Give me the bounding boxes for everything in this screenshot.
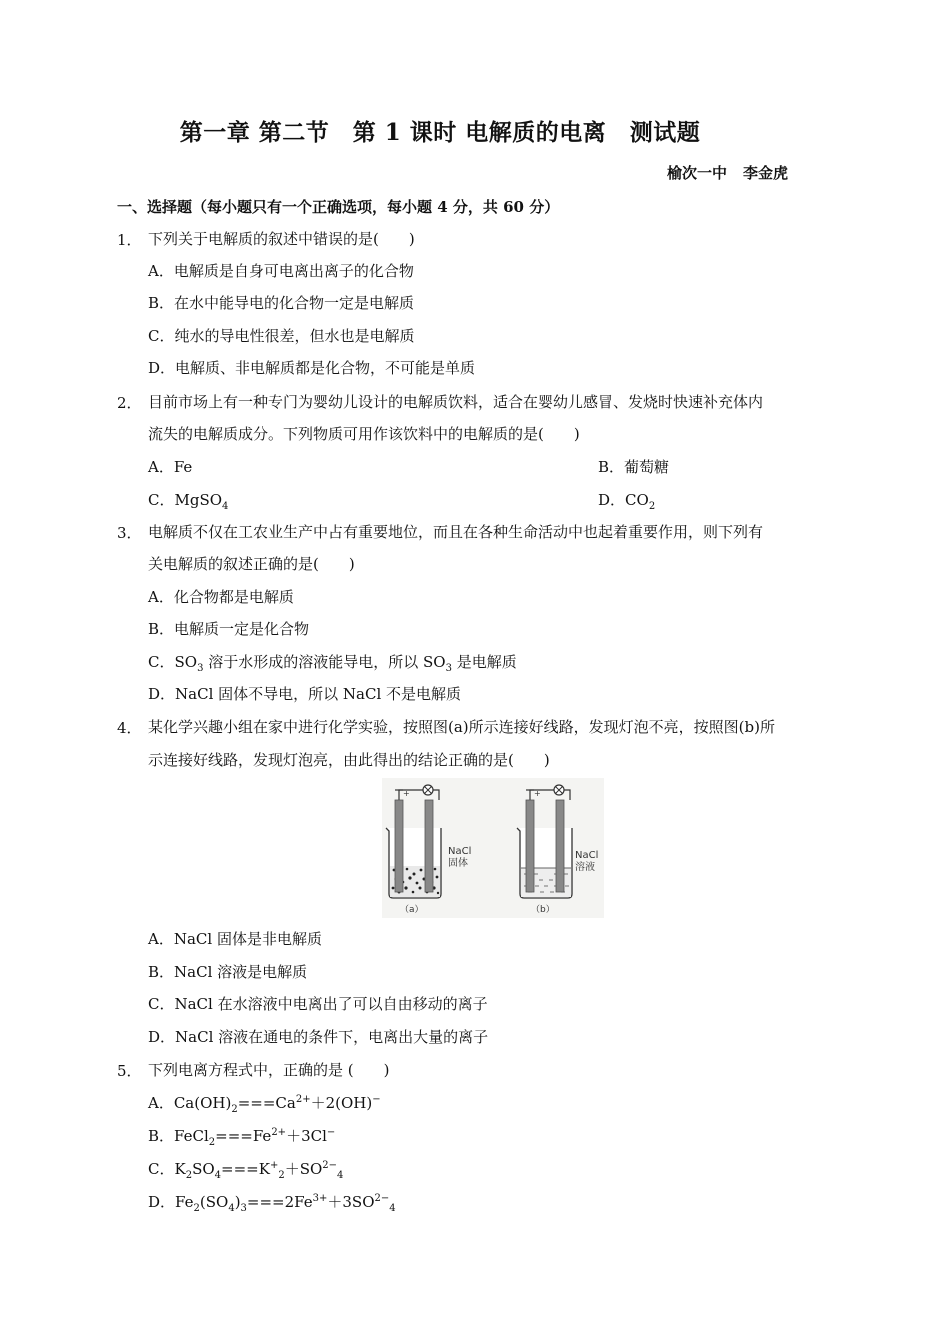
question-number: 4．	[117, 719, 142, 737]
apparatus-b	[517, 785, 598, 915]
question-stem: 下列电离方程式中，正确的是 ( )	[148, 1061, 390, 1079]
question-number: 1．	[117, 231, 142, 249]
option-b: B．NaCl 溶液是电解质	[148, 963, 308, 981]
page-title: 第一章 第二节 第 1 课时 电解质的电离 测试题	[179, 119, 701, 146]
option-a: A．Fe	[148, 458, 193, 476]
option-c: C．$K_2SO_4===K^+_2+SO^{2-}_4$	[148, 1160, 344, 1181]
label-a-formula: NaCl	[448, 846, 472, 857]
question-stem-line-2: 流失的电解质成分。下列物质可用作该饮料中的电解质的是( )	[148, 425, 580, 443]
option-a: A．电解质是自身可电离出离子的化合物	[148, 262, 414, 280]
question-stem-line-1: 电解质不仅在工农业生产中占有重要地位，而且在各种生命活动中也起着重要作用，则下列有	[148, 523, 764, 541]
circuit-diagram	[382, 778, 604, 918]
question-number: 5．	[117, 1062, 142, 1080]
section-heading: 一、选择题（每小题只有一个正确选项，每小题 4 分，共 60 分）	[117, 198, 560, 216]
option-d: D．$CO_2$	[598, 491, 656, 512]
option-a: A．NaCl 固体是非电解质	[148, 930, 322, 948]
school-name: 榆次一中	[667, 164, 728, 182]
option-b: B．葡萄糖	[598, 458, 670, 476]
question-number: 2．	[117, 394, 142, 412]
question-stem-line-2: 关电解质的叙述正确的是( )	[148, 555, 355, 573]
question-number: 3．	[117, 524, 142, 542]
question-stem-line-1: 某化学兴趣小组在家中进行化学实验，按照图(a)所示连接好线路，发现灯泡不亮，按照图(b)所	[148, 718, 775, 736]
option-c: C．纯水的导电性很差，但水也是电解质	[148, 327, 415, 345]
option-c: C．$SO_3$ 溶于水形成的溶液能导电，所以 $SO_3$ 是电解质	[148, 653, 517, 674]
author-line	[667, 162, 788, 183]
caption-a: （a）	[400, 905, 424, 915]
option-a: A．化合物都是电解质	[148, 588, 294, 606]
option-d: D．NaCl 溶液在通电的条件下，电离出大量的离子	[148, 1028, 489, 1046]
option-d: D．电解质、非电解质都是化合物，不可能是单质	[148, 359, 476, 377]
option-b: B．在水中能导电的化合物一定是电解质	[148, 294, 415, 312]
option-c: C．NaCl 在水溶液中电离出了可以自由移动的离子	[148, 995, 488, 1013]
option-d: D．$Fe_2(SO_4)_3===2Fe^{3+}+3SO^{2-}_4$	[148, 1193, 396, 1214]
svg-text:+: +	[534, 789, 541, 798]
svg-text:+: +	[403, 789, 410, 798]
question-stem-line-2: 示连接好线路，发现灯泡亮，由此得出的结论正确的是( )	[148, 751, 550, 769]
option-b: B．$FeCl_2===Fe^{2+}+3Cl^-$	[148, 1127, 336, 1148]
question-stem: 下列关于电解质的叙述中错误的是( )	[148, 230, 415, 248]
apparatus-a	[386, 785, 471, 915]
caption-b: （b）	[531, 905, 555, 915]
option-d: D．NaCl 固体不导电，所以 NaCl 不是电解质	[148, 685, 462, 703]
circuit-figure	[382, 778, 604, 918]
question-stem-line-1: 目前市场上有一种专门为婴幼儿设计的电解质饮料，适合在婴幼儿感冒、发烧时快速补充体内	[148, 393, 764, 411]
label-b-state: 溶液	[575, 862, 595, 873]
label-a-state: 固体	[448, 858, 468, 869]
option-a: A．$Ca(OH)_2===Ca^{2+}+2(OH)^-$	[148, 1094, 381, 1115]
label-b-formula: NaCl	[575, 850, 599, 861]
option-b: B．电解质一定是化合物	[148, 620, 310, 638]
option-c: C．MgSO$_4$	[148, 491, 229, 512]
author-name: 李金虎	[743, 164, 789, 182]
